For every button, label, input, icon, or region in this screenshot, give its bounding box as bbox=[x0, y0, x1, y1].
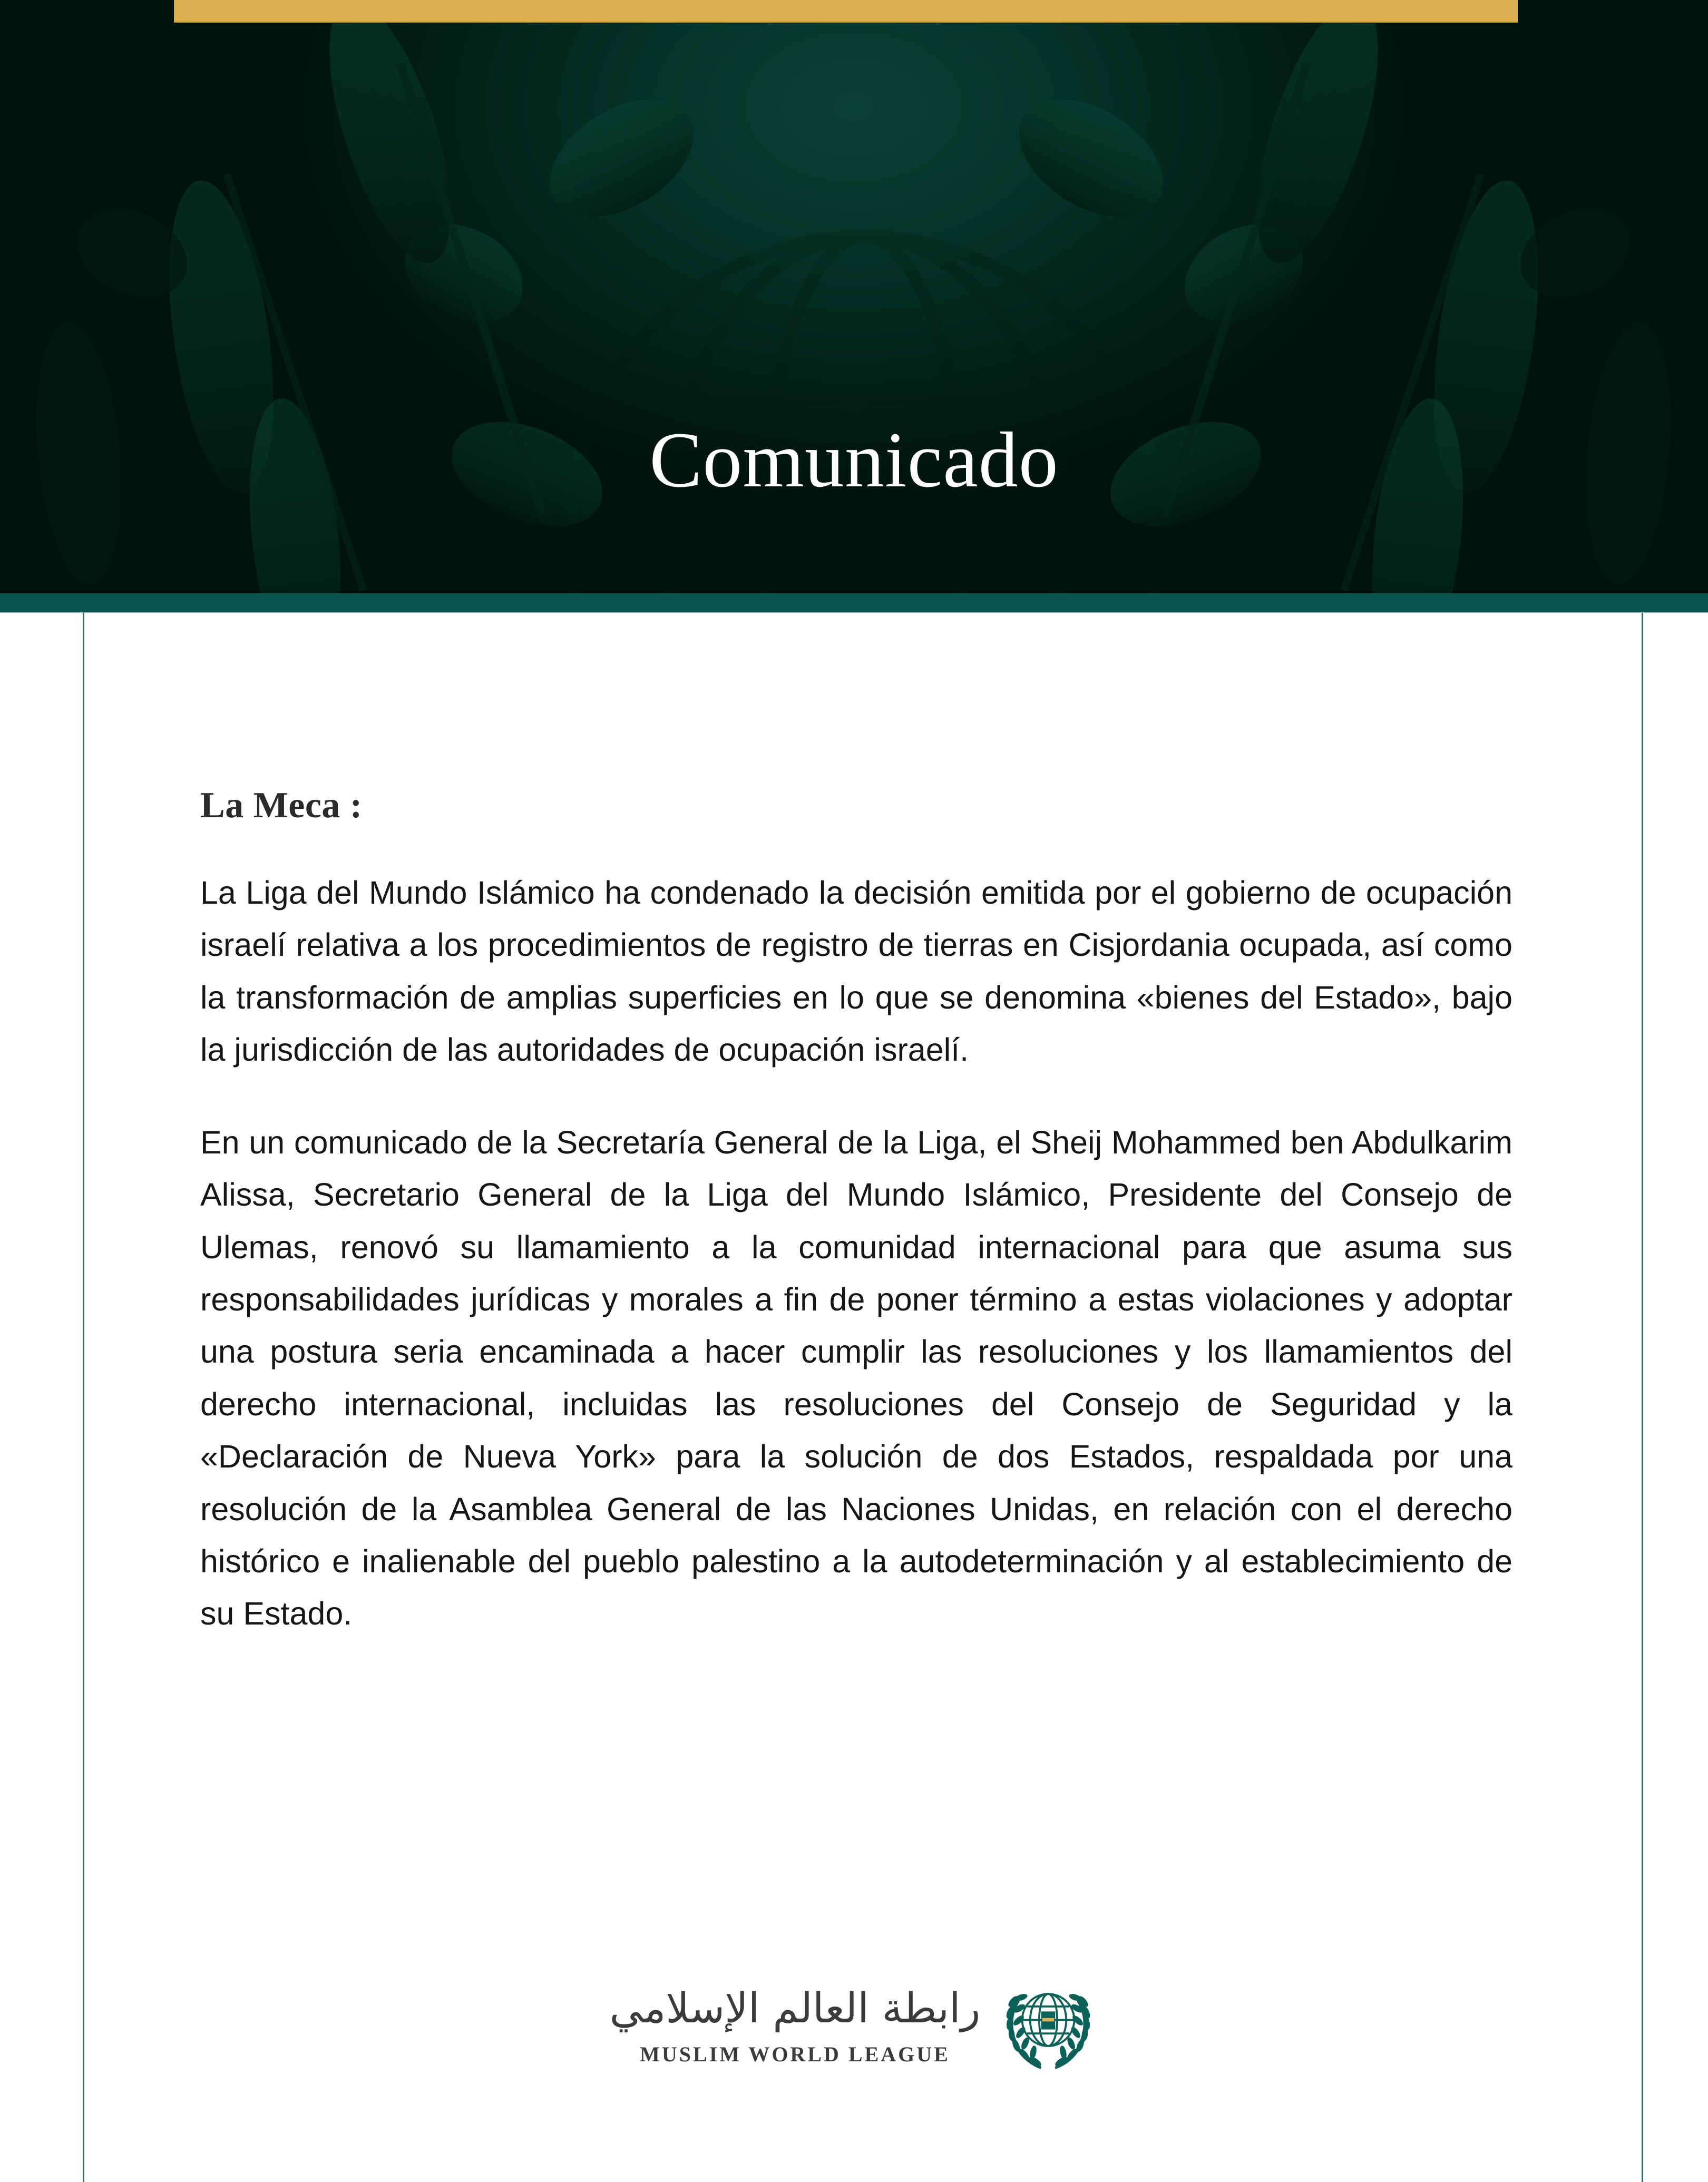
document-body bbox=[200, 785, 1512, 1640]
logo-wordmark bbox=[610, 1983, 981, 2067]
right-margin-rule bbox=[1642, 613, 1643, 2182]
document-header-banner bbox=[0, 0, 1708, 593]
body-paragraph: En un comunicado de la Secretaría General de la Liga, el Sheij Mohammed ben Abdulkarim Alissa, Secretario General de la Liga del Mundo Islámico, Presidente del Consejo de Ulemas, renovó su llamamiento a la comunidad internacional para que asuma sus responsabilidades jurídicas y morales a fin de poner término a estas violaciones y adoptar una postura seria encaminada a hacer cumplir las resoluciones y los llamamientos del derecho internacional, incluidas las resoluciones del Consejo de Seguridad y la «Declaración de Nueva York» para la solución de dos Estados, respaldada por una resolución de la Asamblea General de las Naciones Unidas, en relación con el derecho histórico e inalienable del pueblo palestino a la autodeterminación y al establecimiento de su Estado. bbox=[200, 1124, 1512, 1632]
dateline-heading: La Meca : bbox=[200, 785, 363, 826]
logo-arabic-name: رابطة العالم الإسلامي bbox=[609, 1984, 981, 2032]
teal-divider-edge bbox=[0, 612, 1708, 613]
teal-divider-band bbox=[0, 593, 1708, 612]
page-title: Comunicado bbox=[649, 416, 1059, 504]
muslim-world-league-logo bbox=[0, 1973, 1708, 2077]
body-paragraph: La Liga del Mundo Islámico ha condenado la decisión emitida por el gobierno de ocupación israelí relativa a los procedimientos de registro de tierras en Cisjordania ocupada, así como la transformación de amplias superficies en lo que se denomina «bienes del Estado», bajo la jurisdicción de las autoridades de ocupación israelí. bbox=[200, 875, 1512, 1068]
globe-laurel-emblem bbox=[998, 1973, 1098, 2077]
header-decoration bbox=[0, 0, 1708, 593]
logo-english-name: MUSLIM WORLD LEAGUE bbox=[640, 2042, 950, 2067]
left-margin-rule bbox=[83, 613, 84, 2182]
gold-accent-bar bbox=[174, 0, 1518, 23]
